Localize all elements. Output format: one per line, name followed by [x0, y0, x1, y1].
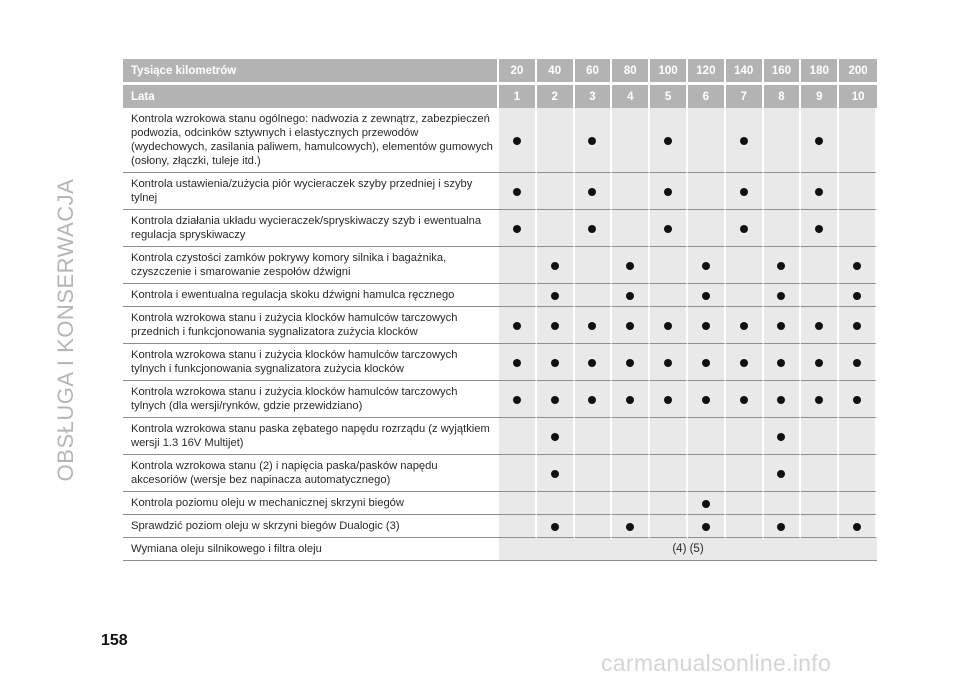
row-description: Kontrola działania układu wycieraczek/spryskiwaczy szyb i ewentualna regulacja spryskiwaczy [123, 210, 499, 247]
bullet-icon [853, 292, 861, 300]
schedule-cell [839, 210, 877, 247]
schedule-cell [650, 307, 688, 344]
schedule-cell [575, 492, 613, 515]
km-header-cell: 40 [537, 59, 575, 85]
schedule-cell [764, 173, 802, 210]
schedule-cell [726, 307, 764, 344]
schedule-cell [764, 455, 802, 492]
schedule-cell [801, 247, 839, 284]
bullet-icon [626, 359, 634, 367]
schedule-cell [650, 247, 688, 284]
schedule-cell [688, 344, 726, 381]
bullet-icon [551, 292, 559, 300]
bullet-icon [702, 396, 710, 404]
schedule-cell [537, 173, 575, 210]
schedule-cell [688, 307, 726, 344]
bullet-icon [740, 137, 748, 145]
schedule-cell [537, 515, 575, 538]
schedule-cell [726, 173, 764, 210]
bullet-icon [664, 137, 672, 145]
schedule-cell [537, 108, 575, 173]
bullet-icon [626, 292, 634, 300]
schedule-cell [839, 307, 877, 344]
schedule-cell [801, 455, 839, 492]
bullet-icon [513, 137, 521, 145]
schedule-cell [650, 381, 688, 418]
schedule-cell [499, 210, 537, 247]
table-row [123, 344, 877, 381]
bullet-icon [588, 225, 596, 233]
table-row [123, 210, 877, 247]
schedule-cell [688, 515, 726, 538]
bullet-icon [777, 262, 785, 270]
schedule-cell [839, 418, 877, 455]
bullet-icon [853, 359, 861, 367]
row-description: Kontrola wzrokowa stanu ogólnego: nadwozia z zewnątrz, zabezpieczeń podwozia, odcinków sztywnych i elastycznych przewodów (wydechowych, zasilania paliwem, hamulcowych), elementów gumowych (osłony, złączki, tuleje itd.) [123, 108, 499, 173]
bullet-icon [551, 396, 559, 404]
schedule-cell [575, 344, 613, 381]
schedule-cell [499, 344, 537, 381]
km-header-cell: 200 [839, 59, 877, 85]
bullet-icon [626, 523, 634, 531]
table-row [123, 492, 877, 515]
bullet-icon [626, 396, 634, 404]
km-header-cell: 140 [726, 59, 764, 85]
schedule-cell [839, 247, 877, 284]
bullet-icon [513, 359, 521, 367]
km-header-cell: 120 [688, 59, 726, 85]
years-header-cell: 8 [764, 85, 802, 108]
schedule-cell [688, 247, 726, 284]
schedule-cell [537, 307, 575, 344]
schedule-cell [801, 284, 839, 307]
bullet-icon [513, 188, 521, 196]
schedule-cell [839, 108, 877, 173]
bullet-icon [551, 262, 559, 270]
bullet-icon [740, 225, 748, 233]
schedule-cell [801, 108, 839, 173]
schedule-cell [650, 515, 688, 538]
bullet-icon [777, 359, 785, 367]
schedule-cell [650, 210, 688, 247]
schedule-cell [499, 284, 537, 307]
bullet-icon [853, 262, 861, 270]
schedule-cell [499, 108, 537, 173]
schedule-cell [499, 247, 537, 284]
bullet-icon [513, 322, 521, 330]
bullet-icon [551, 322, 559, 330]
schedule-cell [839, 515, 877, 538]
bullet-icon [853, 523, 861, 531]
schedule-cell [537, 284, 575, 307]
schedule-cell [650, 492, 688, 515]
schedule-cell [537, 210, 575, 247]
schedule-cell [612, 381, 650, 418]
schedule-cell [575, 307, 613, 344]
merged-note-cell: (4) (5) [499, 538, 877, 561]
bullet-icon [588, 188, 596, 196]
bullet-icon [551, 359, 559, 367]
years-header-cell: 4 [612, 85, 650, 108]
bullet-icon [853, 322, 861, 330]
footer-watermark: carmanualsonline.info [601, 650, 832, 676]
bullet-icon [740, 322, 748, 330]
schedule-cell [612, 173, 650, 210]
bullet-icon [626, 262, 634, 270]
row-description: Wymiana oleju silnikowego i filtra oleju [123, 538, 499, 561]
schedule-cell [726, 344, 764, 381]
schedule-cell [575, 173, 613, 210]
years-header-cell: 9 [801, 85, 839, 108]
bullet-icon [588, 359, 596, 367]
bullet-icon [513, 396, 521, 404]
page-number: 158 [101, 632, 128, 649]
schedule-cell [612, 210, 650, 247]
schedule-cell [801, 173, 839, 210]
bullet-icon [853, 396, 861, 404]
schedule-cell [499, 455, 537, 492]
km-header-cell: 160 [764, 59, 802, 85]
bullet-icon [777, 433, 785, 441]
schedule-cell [612, 515, 650, 538]
schedule-cell [537, 247, 575, 284]
bullet-icon [815, 359, 823, 367]
schedule-cell [650, 284, 688, 307]
bullet-icon [777, 470, 785, 478]
row-description: Kontrola wzrokowa stanu paska zębatego napędu rozrządu (z wyjątkiem wersji 1.3 16V Multijet) [123, 418, 499, 455]
schedule-cell [764, 284, 802, 307]
schedule-cell [612, 307, 650, 344]
bullet-icon [702, 523, 710, 531]
schedule-cell [801, 418, 839, 455]
schedule-cell [612, 247, 650, 284]
row-description: Kontrola poziomu oleju w mechanicznej skrzyni biegów [123, 492, 499, 515]
schedule-cell [726, 492, 764, 515]
years-header-cell: 7 [726, 85, 764, 108]
bullet-icon [777, 523, 785, 531]
km-header-row [123, 59, 877, 85]
table-row [123, 381, 877, 418]
schedule-cell [726, 381, 764, 418]
schedule-cell [612, 455, 650, 492]
schedule-cell [764, 344, 802, 381]
bullet-icon [740, 359, 748, 367]
schedule-cell [688, 418, 726, 455]
schedule-cell [801, 344, 839, 381]
bullet-icon [777, 292, 785, 300]
schedule-cell [575, 455, 613, 492]
schedule-cell [499, 515, 537, 538]
schedule-cell [688, 455, 726, 492]
schedule-cell [726, 247, 764, 284]
schedule-cell [575, 284, 613, 307]
schedule-cell [688, 381, 726, 418]
years-header-label: Lata [123, 85, 499, 108]
schedule-cell [801, 210, 839, 247]
schedule-cell [839, 284, 877, 307]
bullet-icon [740, 188, 748, 196]
bullet-icon [513, 225, 521, 233]
km-header-cell: 60 [575, 59, 613, 85]
bullet-icon [702, 359, 710, 367]
schedule-cell [764, 418, 802, 455]
table-row [123, 108, 877, 173]
bullet-icon [777, 322, 785, 330]
schedule-cell [537, 492, 575, 515]
schedule-cell [688, 108, 726, 173]
row-description: Kontrola wzrokowa stanu i zużycia klocków hamulców tarczowych tylnych i funkcjonowania sygnalizatora zużycia klocków [123, 344, 499, 381]
schedule-cell [537, 418, 575, 455]
bullet-icon [551, 470, 559, 478]
bullet-icon [815, 322, 823, 330]
schedule-cell [650, 108, 688, 173]
schedule-cell [575, 247, 613, 284]
schedule-cell [612, 344, 650, 381]
schedule-cell [688, 284, 726, 307]
schedule-cell [650, 418, 688, 455]
bullet-icon [815, 225, 823, 233]
schedule-cell [650, 455, 688, 492]
schedule-cell [688, 492, 726, 515]
schedule-cell [612, 108, 650, 173]
schedule-cell [726, 418, 764, 455]
schedule-cell [839, 492, 877, 515]
years-header-cell: 5 [650, 85, 688, 108]
table-row [123, 515, 877, 538]
bullet-icon [551, 433, 559, 441]
table-row [123, 284, 877, 307]
schedule-cell [688, 210, 726, 247]
schedule-cell [839, 344, 877, 381]
row-description: Kontrola czystości zamków pokrywy komory silnika i bagażnika, czyszczenie i smarowanie zespołów dźwigni [123, 247, 499, 284]
schedule-cell [575, 418, 613, 455]
schedule-cell [801, 515, 839, 538]
schedule-cell [726, 515, 764, 538]
bullet-icon [702, 262, 710, 270]
row-description: Sprawdzić poziom oleju w skrzyni biegów Dualogic (3) [123, 515, 499, 538]
km-header-cell: 20 [499, 59, 537, 85]
row-description: Kontrola ustawienia/zużycia piór wycieraczek szyby przedniej i szyby tylnej [123, 173, 499, 210]
schedule-cell [839, 455, 877, 492]
schedule-cell [499, 307, 537, 344]
bullet-icon [588, 137, 596, 145]
bullet-icon [626, 322, 634, 330]
bullet-icon [702, 292, 710, 300]
bullet-icon [664, 322, 672, 330]
bullet-icon [588, 396, 596, 404]
schedule-cell [801, 492, 839, 515]
maintenance-schedule-table [123, 59, 877, 561]
bullet-icon [664, 359, 672, 367]
km-header-cell: 180 [801, 59, 839, 85]
schedule-cell [764, 108, 802, 173]
schedule-cell [650, 173, 688, 210]
bullet-icon [664, 225, 672, 233]
schedule-cell [575, 515, 613, 538]
schedule-cell [726, 210, 764, 247]
schedule-cell [801, 307, 839, 344]
schedule-cell [612, 284, 650, 307]
km-header-label: Tysiące kilometrów [123, 59, 499, 85]
schedule-cell [499, 418, 537, 455]
schedule-cell [726, 284, 764, 307]
schedule-cell [537, 455, 575, 492]
km-header-cell: 100 [650, 59, 688, 85]
bullet-icon [664, 188, 672, 196]
years-header-cell: 2 [537, 85, 575, 108]
bullet-icon [702, 500, 710, 508]
years-header-cell: 6 [688, 85, 726, 108]
schedule-cell [764, 210, 802, 247]
bullet-icon [740, 396, 748, 404]
row-description: Kontrola wzrokowa stanu i zużycia klocków hamulców tarczowych tylnych (dla wersji/rynków, gdzie przewidziano) [123, 381, 499, 418]
years-header-cell: 10 [839, 85, 877, 108]
bullet-icon [815, 396, 823, 404]
schedule-cell [499, 173, 537, 210]
schedule-cell [839, 381, 877, 418]
schedule-cell [688, 173, 726, 210]
schedule-cell [537, 344, 575, 381]
schedule-cell [499, 492, 537, 515]
bullet-icon [551, 523, 559, 531]
schedule-body [123, 108, 877, 561]
years-header-cell: 1 [499, 85, 537, 108]
schedule-cell [612, 418, 650, 455]
schedule-cell [575, 108, 613, 173]
schedule-cell [764, 247, 802, 284]
km-header-cell: 80 [612, 59, 650, 85]
table-row [123, 307, 877, 344]
bullet-icon [777, 396, 785, 404]
row-description: Kontrola wzrokowa stanu i zużycia klocków hamulców tarczowych przednich i funkcjonowania sygnalizatora zużycia klocków [123, 307, 499, 344]
schedule-cell [801, 381, 839, 418]
row-description: Kontrola wzrokowa stanu (2) i napięcia paska/pasków napędu akcesoriów (wersje bez napinacza automatycznego) [123, 455, 499, 492]
table-row [123, 538, 877, 561]
years-header-row [123, 85, 877, 108]
schedule-cell [499, 381, 537, 418]
schedule-cell [726, 108, 764, 173]
table-row [123, 173, 877, 210]
schedule-cell [575, 210, 613, 247]
schedule-cell [764, 515, 802, 538]
schedule-cell [537, 381, 575, 418]
schedule-cell [839, 173, 877, 210]
schedule-cell [726, 455, 764, 492]
schedule-cell [764, 307, 802, 344]
schedule-cell [764, 381, 802, 418]
table-row [123, 247, 877, 284]
row-description: Kontrola i ewentualna regulacja skoku dźwigni hamulca ręcznego [123, 284, 499, 307]
bullet-icon [664, 396, 672, 404]
bullet-icon [815, 137, 823, 145]
schedule-cell [764, 492, 802, 515]
table-row [123, 418, 877, 455]
schedule-cell [575, 381, 613, 418]
bullet-icon [702, 322, 710, 330]
schedule-cell [650, 344, 688, 381]
bullet-icon [815, 188, 823, 196]
table-row [123, 455, 877, 492]
bullet-icon [588, 322, 596, 330]
years-header-cell: 3 [575, 85, 613, 108]
schedule-cell [612, 492, 650, 515]
